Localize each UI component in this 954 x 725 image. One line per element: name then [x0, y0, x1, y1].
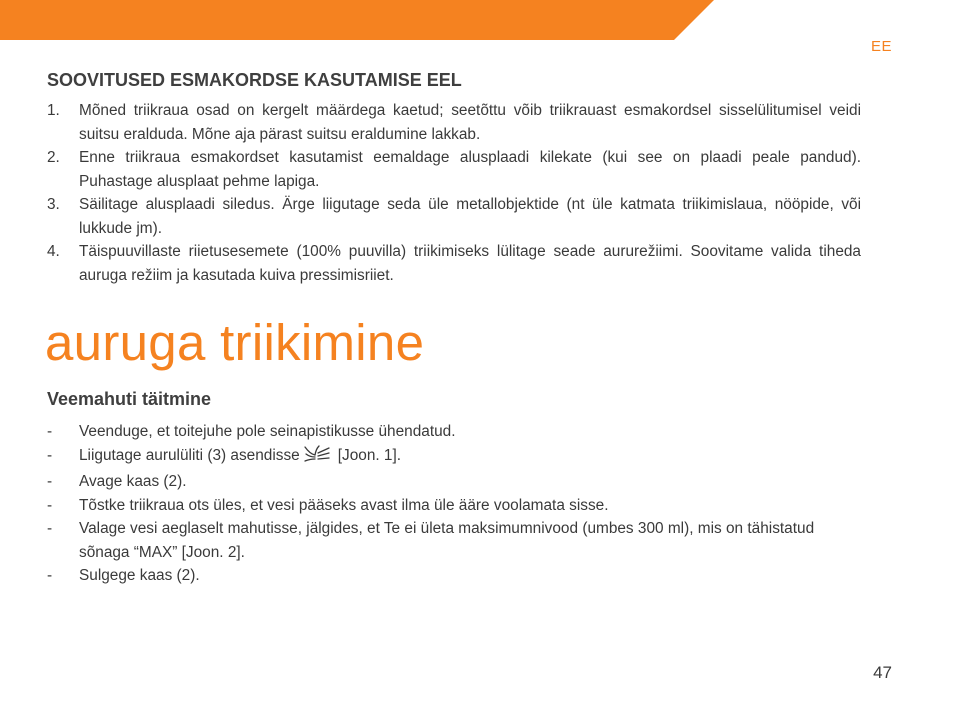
list-number: 2. — [47, 149, 60, 166]
list-number: 4. — [47, 243, 60, 260]
page-title: auruga triikimine — [45, 314, 425, 371]
list-item — [47, 99, 861, 146]
list-item — [47, 146, 861, 193]
list-item — [47, 564, 861, 588]
list-number: 3. — [47, 196, 60, 213]
section-heading-first-use: SOOVITUSED ESMAKORDSE KASUTAMISE EEL — [47, 70, 462, 90]
list-text: Veenduge, et toitejuhe pole seinapistikusse ühendatud. — [79, 423, 456, 440]
list-text: Tõstke triikraua ots üles, et vesi pääseks avast ilma üle ääre voolamata sisse. — [79, 496, 609, 514]
page-content — [47, 67, 861, 588]
bullet-dash: - — [47, 567, 53, 584]
list-item — [47, 193, 861, 240]
steam-setting-icon — [304, 445, 330, 471]
bullet-dash: - — [47, 473, 53, 490]
list-text: [Joon. 1]. — [337, 446, 402, 464]
list-text: Liigutage aurulüliti (3) asendisse — [79, 446, 300, 464]
list-text: Mõned triikraua osad on kergelt määrdega kaetud; seetõttu võib triikrauast esmakordsel sisselülitumisel veidi suitsu eralduda. Mõne aja pärast suitsu eraldumine lakkab. — [79, 102, 861, 143]
list-text: Avage kaas (2). — [79, 473, 187, 490]
list-text: Valage vesi aeglaselt mahutisse, jälgides, et Te ei ületa maksimumnivood (umbes 300 ml), mis on tähistatud sõnaga “MAX” [Joon. 2]. — [79, 520, 815, 561]
list-item — [47, 470, 861, 494]
list-item — [47, 240, 861, 287]
page-number: 47 — [873, 663, 892, 682]
bullet-dash: - — [47, 423, 53, 440]
first-use-list — [47, 99, 861, 287]
orange-header-band — [0, 0, 954, 40]
list-text: Sulgege kaas (2). — [79, 567, 200, 584]
language-code: EE — [870, 38, 892, 55]
list-text: Säilitage alusplaadi siledus. Ärge liigutage seda üle metallobjektide (nt üle katmata triikimislaua, nööpide, või lukkude jm). — [79, 196, 861, 237]
list-item — [47, 494, 861, 518]
list-text: Täispuuvillaste riietusesemete (100% puuvilla) triikimiseks lülitage seade aururežiimi. Soovitame valida tiheda auruga režiim ja kasutada kuiva pressimisriiet. — [79, 243, 861, 284]
fill-tank-list — [47, 420, 861, 588]
bullet-dash: - — [47, 446, 53, 464]
bullet-dash: - — [47, 496, 53, 514]
list-number: 1. — [47, 102, 60, 119]
sub-heading-fill-tank: Veemahuti täitmine — [47, 389, 212, 409]
list-item — [47, 517, 861, 564]
list-item — [47, 444, 861, 471]
list-text: Enne triikraua esmakordset kasutamist eemaldage alusplaadi kilekate (kui see on plaadi peale pandud). Puhastage alusplaat pehme lapiga. — [79, 149, 861, 190]
bullet-dash: - — [47, 520, 53, 537]
list-item — [47, 420, 861, 444]
